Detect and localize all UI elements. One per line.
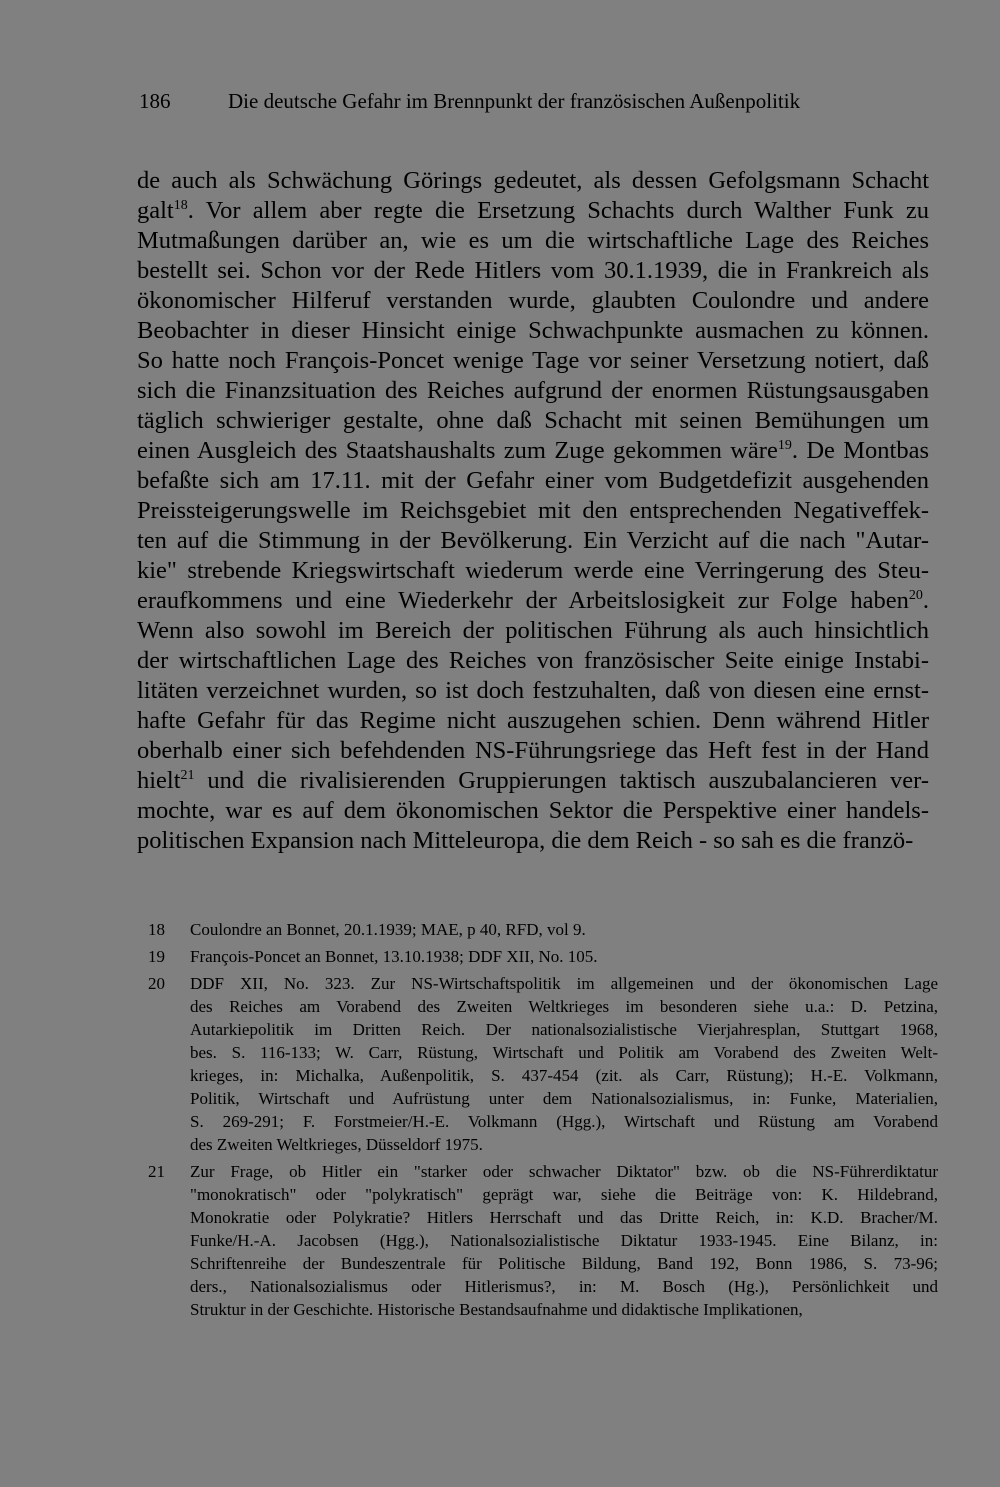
body-line-text: sich die Finanzsituation des Reiches aufgrund der enormen Rüstungsausgaben xyxy=(137,377,929,404)
body-line-text: hafte Gefahr für das Regime nicht auszugehen schien. Denn während Hitler xyxy=(137,707,929,734)
footnote-number: 21 xyxy=(148,1162,165,1181)
footnote-line: des Reiches am Vorabend des Zweiten Weltkrieges im besonderen siehe u.a.: D. Petzina, xyxy=(190,997,938,1016)
body-line xyxy=(137,256,929,286)
body-line-text: oberhalb einer sich befehdenden NS-Führungsriege das Heft fest in der Hand xyxy=(137,737,929,764)
footnote-line: ders., Nationalsozialismus oder Hitlerismus?, in: M. Bosch (Hg.), Persönlichkeit und xyxy=(190,1277,938,1296)
footnote-reference: 18 xyxy=(173,198,188,213)
body-line-text-continued: . De Montbas xyxy=(791,437,930,464)
footnote-line: DDF XII, No. 323. Zur NS-Wirtschaftspolitik im allgemeinen und der ökonomischen Lage xyxy=(190,974,938,993)
footnote-line: Autarkiepolitik im Dritten Reich. Der nationalsozialistische Vierjahresplan, Stuttgart 1968, xyxy=(190,1020,938,1039)
body-line xyxy=(137,436,929,466)
footnote-reference: 21 xyxy=(180,768,195,783)
body-line xyxy=(137,616,929,646)
footnote-reference: 20 xyxy=(908,588,923,603)
footnote-21 xyxy=(148,1160,938,1321)
footnote-line: François-Poncet an Bonnet, 13.10.1938; DDF XII, No. 105. xyxy=(190,947,598,966)
footnote-line: bes. S. 116-133; W. Carr, Rüstung, Wirtschaft und Politik am Vorabend des Zweiten Welt- xyxy=(190,1043,938,1062)
body-line-text: eraufkommens und eine Wiederkehr der Arbeitslosigkeit zur Folge haben xyxy=(137,587,909,614)
body-line-text: täglich schwieriger gestalte, ohne daß Schacht mit seinen Bemühungen um xyxy=(137,407,929,434)
footnote-number: 18 xyxy=(148,920,165,939)
footnote-number: 20 xyxy=(148,974,165,993)
body-line-text: ökonomischer Hilferuf verstanden wurde, glaubten Coulondre und andere xyxy=(137,287,929,314)
body-line-text: galt xyxy=(137,197,174,224)
body-line xyxy=(137,736,929,766)
body-line xyxy=(137,166,929,196)
body-line xyxy=(137,496,929,526)
body-line-text-continued: und die rivalisierenden Gruppierungen taktisch auszubalancieren ver- xyxy=(194,767,929,794)
body-line xyxy=(137,526,929,556)
footnote-line: "monokratisch" oder "polykratisch" geprägt war, siehe die Beiträge von: K. Hildebrand, xyxy=(190,1185,938,1204)
body-line xyxy=(137,286,929,316)
body-line-text: politischen Expansion nach Mitteleuropa, die dem Reich - so sah es die franzö- xyxy=(137,827,914,854)
running-header xyxy=(139,87,939,115)
body-line xyxy=(137,676,929,706)
footnote-line: Zur Frage, ob Hitler ein "starker oder schwacher Diktator" bzw. ob die NS-Führerdiktatur xyxy=(190,1162,938,1181)
body-line xyxy=(137,826,929,856)
body-line-text-continued: . Vor allem aber regte die Ersetzung Schachts durch Walther Funk zu xyxy=(187,197,929,224)
body-line-text: Preissteigerungswelle im Reichsgebiet mit den entsprechenden Negativeffek- xyxy=(137,497,929,524)
body-line-text: hielt xyxy=(137,767,181,794)
footnotes xyxy=(148,918,938,1325)
body-text xyxy=(137,166,929,856)
body-line-text: litäten verzeichnet wurden, so ist doch festzuhalten, daß von diesen eine ernst- xyxy=(137,677,929,704)
body-line-text: de auch als Schwächung Görings gedeutet, als dessen Gefolgsmann Schacht xyxy=(137,167,929,194)
body-line xyxy=(137,196,929,226)
body-line-text: mochte, war es auf dem ökonomischen Sektor die Perspektive einer handels- xyxy=(137,797,929,824)
body-line xyxy=(137,706,929,736)
body-line-text: ten auf die Stimmung in der Bevölkerung. Ein Verzicht auf die nach "Autar- xyxy=(137,527,929,554)
body-line xyxy=(137,646,929,676)
body-line xyxy=(137,346,929,376)
body-line-text: Mutmaßungen darüber an, wie es um die wirtschaftliche Lage des Reiches xyxy=(137,227,929,254)
body-line-text: kie" strebende Kriegswirtschaft wiederum werde eine Verringerung des Steu- xyxy=(137,557,929,584)
body-line xyxy=(137,226,929,256)
footnote-line: des Zweiten Weltkrieges, Düsseldorf 1975. xyxy=(190,1135,483,1154)
footnote-line: Struktur in der Geschichte. Historische Bestandsaufnahme und didaktische Implikationen, xyxy=(190,1300,803,1319)
body-line-text: So hatte noch François-Poncet wenige Tage vor seiner Versetzung notiert, daß xyxy=(137,347,929,374)
body-line xyxy=(137,796,929,826)
footnote-reference: 19 xyxy=(777,438,792,453)
running-title: Die deutsche Gefahr im Brennpunkt der französischen Außenpolitik xyxy=(228,89,801,113)
footnote-19 xyxy=(148,945,938,968)
body-line-text: Wenn also sowohl im Bereich der politischen Führung als auch hinsichtlich xyxy=(137,617,929,644)
footnote-number: 19 xyxy=(148,947,165,966)
footnote-line: krieges, in: Michalka, Außenpolitik, S. 437-454 (zit. als Carr, Rüstung); H.-E. Volkmann, xyxy=(190,1066,938,1085)
body-line xyxy=(137,466,929,496)
body-line xyxy=(137,406,929,436)
body-line xyxy=(137,376,929,406)
body-line xyxy=(137,556,929,586)
body-line-text: der wirtschaftlichen Lage des Reiches von französischer Seite einige Instabi- xyxy=(137,647,929,674)
footnote-line: Politik, Wirtschaft und Aufrüstung unter dem Nationalsozialismus, in: Funke, Materialien, xyxy=(190,1089,938,1108)
body-line-text: befaßte sich am 17.11. mit der Gefahr einer vom Budgetdefizit ausgehenden xyxy=(137,467,929,494)
body-line-text: bestellt sei. Schon vor der Rede Hitlers vom 30.1.1939, die in Frankreich als xyxy=(137,257,929,284)
footnote-line: Coulondre an Bonnet, 20.1.1939; MAE, p 40, RFD, vol 9. xyxy=(190,920,586,939)
footnote-20 xyxy=(148,972,938,1156)
footnote-line: S. 269-291; F. Forstmeier/H.-E. Volkmann (Hgg.), Wirtschaft und Rüstung am Vorabend xyxy=(190,1112,938,1131)
body-line xyxy=(137,766,929,796)
body-line-text: Beobachter in dieser Hinsicht einige Schwachpunkte ausmachen zu können. xyxy=(137,317,929,344)
body-line-text-continued: . xyxy=(922,587,929,614)
footnote-18 xyxy=(148,918,938,941)
body-line xyxy=(137,586,929,616)
footnote-line: Monokratie oder Polykratie? Hitlers Herrschaft und das Dritte Reich, in: K.D. Bracher/M. xyxy=(190,1208,938,1227)
page-number: 186 xyxy=(139,89,171,113)
body-line-text: einen Ausgleich des Staatshaushalts zum Zuge gekommen wäre xyxy=(137,437,778,464)
body-line xyxy=(137,316,929,346)
footnote-line: Schriftenreihe der Bundeszentrale für Politische Bildung, Band 192, Bonn 1986, S. 73-96; xyxy=(190,1254,938,1273)
footnote-line: Funke/H.-A. Jacobsen (Hgg.), Nationalsozialistische Diktatur 1933-1945. Eine Bilanz, in: xyxy=(190,1231,938,1250)
